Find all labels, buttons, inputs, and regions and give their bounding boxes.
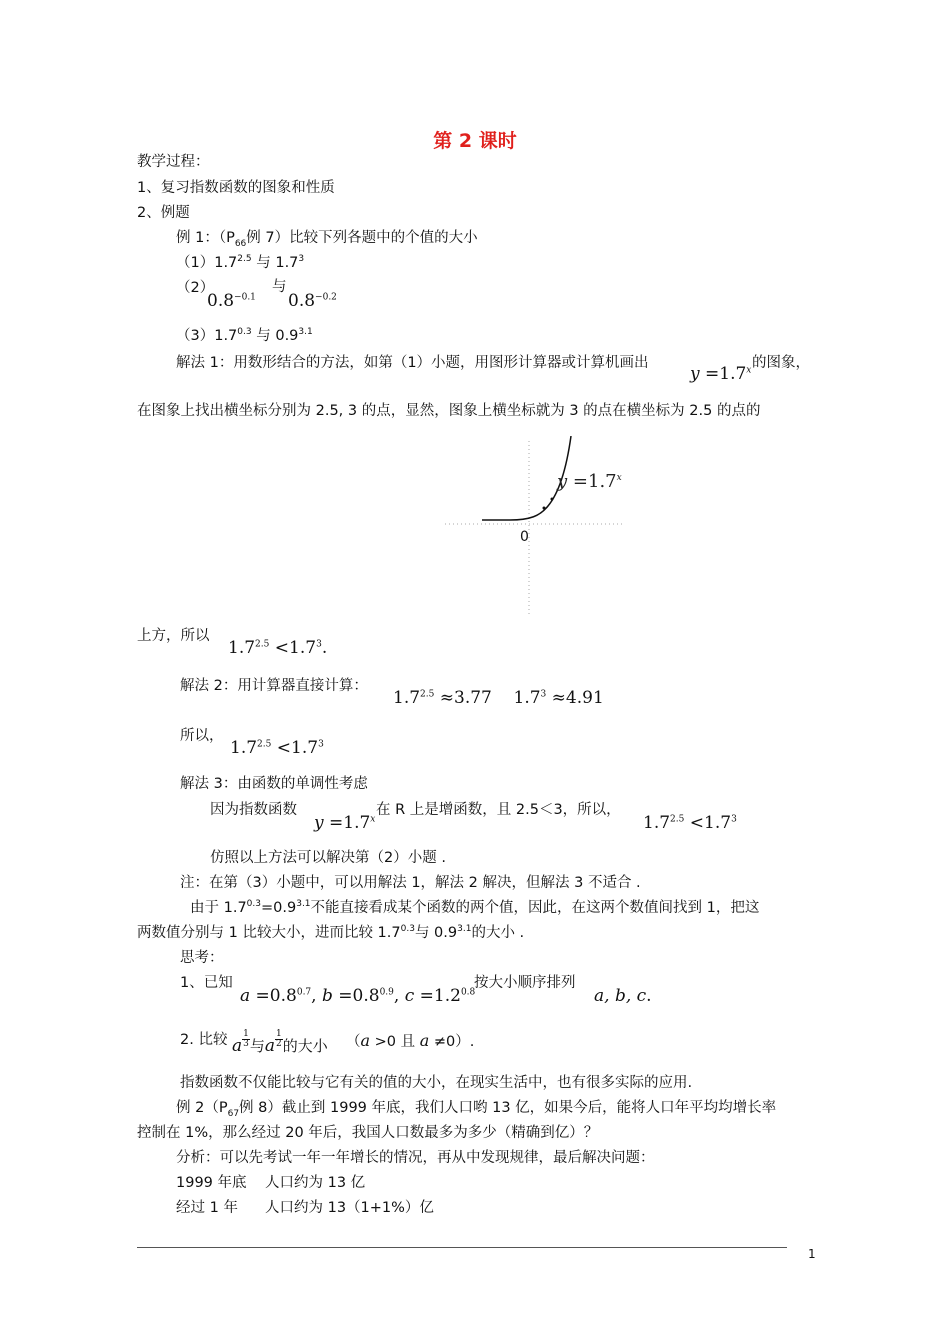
think-1-list: a, b, c. [594,986,652,1006]
since-line-1: 由于 $1.7^{0.3}=0.9^{3.1}$不能直接看成某个函数的两个值，因此，在这两个数值间找到 1，把这 [190,899,760,916]
point-2.5 [543,507,546,510]
graph-label: $y =1.7^x$ [557,471,622,492]
question-1: $(1)1.7^{2.5}$ 与 $1.7^3$ [176,254,305,271]
question-2-and: 与 [272,279,287,295]
application-text: 指数函数不仅能比较与它有关的值的大小，在现实生活中，也有很多实际的应用. [180,1075,693,1091]
think-1-expr: $a =0.8^{0.7}$, $b =0.8^{0.9}$, $c =1.2^{0.8}$ [240,986,476,1006]
calc-results: $1.7^{2.5} \approx 3.77$ $1.7^3 \approx 4.91$ [393,688,604,708]
line-review: 1、复习指数函数的图象和性质 [137,180,335,196]
note-text: 注：在第（3）小题中，可以用解法 1，解法 2 解决，但解法 3 不适合 . [180,875,641,891]
page-number: 1 [808,1247,816,1261]
graph-origin-label: 0 [520,529,529,545]
solution-2: 解法 2：用计算器直接计算： [180,678,368,694]
above-text: 上方，所以 [137,628,210,644]
point-3 [551,498,554,501]
inequality-3: $1.7^{2.5} <1.7^3$ [643,813,737,833]
question-2-label: （2） [176,280,215,296]
question-2-expr-a: $0.8^{-0.1}$ [207,291,256,311]
formula-y-1.7x: $y =1.7^x$ [690,364,752,384]
example-2-line-2: 控制在 1%，那么经过 20 年后，我国人口数最多为多少（精确到亿）？ [137,1125,599,1141]
line-examples: 2、例题 [137,205,190,221]
example-1-heading: 例 1：（$P_{66}$例 7）比较下列各题中的个值的大小 [176,230,478,249]
inequality-1: $1.7^{2.5} <1.7^3$. [228,638,328,658]
think-2-expr: a $\frac{1}{3}$与a $\frac{1}{2}$的大小 [232,1029,328,1056]
think-2-label: 2. 比较 [180,1032,228,1048]
question-2-expr-b: $0.8^{-0.2}$ [288,291,337,311]
since-line-2: 两数值分别与 1 比较大小，进而比较 $1.7^{0.3}$与 $0.9^{3.1}$的大小 . [137,924,525,941]
footer-rule [137,1247,787,1248]
solution-3: 解法 3：由函数的单调性考虑 [180,776,368,792]
formula-y-1.7x-2: $y =1.7^x$ [314,813,376,833]
think-1-label: 1、已知 [180,975,233,991]
solution-1-continued: 在图象上找出横坐标分别为 2.5, 3 的点，显然，图象上横坐标就为 3 的点在横坐标为 2.5 的点的 [137,403,761,419]
imitate-text: 仿照以上方法可以解决第（2）小题 . [210,850,446,866]
line-process: 教学过程： [137,154,210,170]
row-1year-year: 经过 1 年 [176,1200,238,1216]
because-text-2: 在 R 上是增函数，且 2.5＜3，所以， [376,802,621,818]
question-3: $(3)1.7^{0.3}$ 与 $0.9^{3.1}$ [176,327,313,344]
solution-1-tail: 的图象， [752,355,810,371]
row-1999-year: 1999 年底 [176,1175,247,1191]
think-heading: 思考： [180,950,224,966]
solution-1: 解法 1：用数形结合的方法，如第（1）小题，用图形计算器或计算机画出 [176,355,649,371]
row-1999-population: 人口约为 13 亿 [265,1175,366,1191]
row-1year-population: 人口约为 13（1+1%）亿 [265,1200,434,1216]
page-title: 第 2 课时 [433,130,517,152]
so-text: 所以， [180,728,224,744]
exponential-graph [440,436,630,616]
think-2-condition: （a >0 且 a ≠0）. [346,1031,475,1050]
because-text: 因为指数函数 [210,802,297,818]
analysis-text: 分析：可以先考试一年一年增长的情况，再从中发现规律，最后解决问题： [176,1150,655,1166]
inequality-2: $1.7^{2.5} <1.7^3$ [230,738,324,758]
example-2-line-1: 例 $2(P_{67}$例 8）截止到 1999 年底，我们人口哟 13 亿，如果今后，能将人口年平均均增长率 [176,1100,777,1119]
think-1-tail: 按大小顺序排列 [474,975,576,991]
